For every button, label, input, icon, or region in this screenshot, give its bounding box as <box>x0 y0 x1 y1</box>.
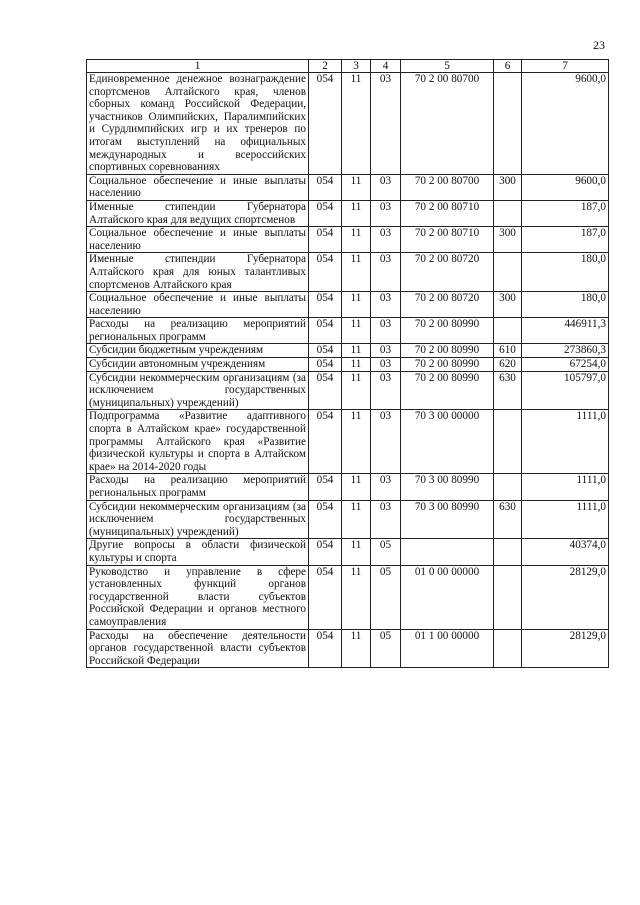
target-article-cell <box>401 539 494 565</box>
table-row <box>87 565 609 629</box>
subsection-code-cell: 03 <box>371 73 401 175</box>
grbs-code-cell: 054 <box>309 253 342 292</box>
target-article-cell: 70 3 00 80990 <box>401 500 494 539</box>
grbs-code-cell: 054 <box>309 73 342 175</box>
section-code-cell: 11 <box>342 253 371 292</box>
subsection-code-cell: 03 <box>371 344 401 358</box>
section-code-cell: 11 <box>342 358 371 372</box>
subsection-code-cell: 03 <box>371 253 401 292</box>
subsection-code-cell: 03 <box>371 371 401 410</box>
subsection-code-cell: 03 <box>371 500 401 539</box>
amount-cell: 1111,0 <box>522 410 609 474</box>
table-row <box>87 318 609 344</box>
subsection-code-cell: 03 <box>371 200 401 226</box>
target-article-cell: 70 2 00 80990 <box>401 318 494 344</box>
section-code-cell: 11 <box>342 629 371 668</box>
target-article-cell: 70 2 00 80700 <box>401 174 494 200</box>
grbs-code-cell: 054 <box>309 227 342 253</box>
row-name-cell: Другие вопросы в области физической культуры и спорта <box>87 539 309 565</box>
grbs-code-cell: 054 <box>309 371 342 410</box>
section-code-cell: 11 <box>342 174 371 200</box>
section-code-cell: 11 <box>342 200 371 226</box>
amount-cell: 9600,0 <box>522 174 609 200</box>
column-header: 1 <box>87 60 309 73</box>
amount-cell: 9600,0 <box>522 73 609 175</box>
section-code-cell: 11 <box>342 344 371 358</box>
amount-cell: 67254,0 <box>522 358 609 372</box>
expense-type-cell: 610 <box>494 344 522 358</box>
amount-cell: 180,0 <box>522 292 609 318</box>
section-code-cell: 11 <box>342 565 371 629</box>
section-code-cell: 11 <box>342 227 371 253</box>
column-header: 3 <box>342 60 371 73</box>
grbs-code-cell: 054 <box>309 474 342 500</box>
grbs-code-cell: 054 <box>309 174 342 200</box>
section-code-cell: 11 <box>342 73 371 175</box>
expense-type-cell: 630 <box>494 371 522 410</box>
table-row <box>87 292 609 318</box>
row-name-cell: Субсидии бюджетным учреждениям <box>87 344 309 358</box>
target-article-cell: 70 2 00 80720 <box>401 292 494 318</box>
row-name-cell: Социальное обеспечение и иные выплаты населению <box>87 292 309 318</box>
expense-type-cell <box>494 539 522 565</box>
amount-cell: 105797,0 <box>522 371 609 410</box>
row-name-cell: Социальное обеспечение и иные выплаты населению <box>87 227 309 253</box>
section-code-cell: 11 <box>342 539 371 565</box>
grbs-code-cell: 054 <box>309 344 342 358</box>
target-article-cell: 70 2 00 80700 <box>401 73 494 175</box>
subsection-code-cell: 03 <box>371 474 401 500</box>
expense-type-cell <box>494 200 522 226</box>
row-name-cell: Субсидии автономным учреждениям <box>87 358 309 372</box>
table-row <box>87 227 609 253</box>
target-article-cell: 70 2 00 80990 <box>401 344 494 358</box>
grbs-code-cell: 054 <box>309 410 342 474</box>
section-code-cell: 11 <box>342 410 371 474</box>
grbs-code-cell: 054 <box>309 539 342 565</box>
expense-type-cell: 630 <box>494 500 522 539</box>
table-row <box>87 253 609 292</box>
grbs-code-cell: 054 <box>309 318 342 344</box>
section-code-cell: 11 <box>342 500 371 539</box>
section-code-cell: 11 <box>342 292 371 318</box>
subsection-code-cell: 03 <box>371 174 401 200</box>
amount-cell: 40374,0 <box>522 539 609 565</box>
table-row <box>87 539 609 565</box>
target-article-cell: 70 3 00 80990 <box>401 474 494 500</box>
expense-type-cell: 300 <box>494 292 522 318</box>
amount-cell: 180,0 <box>522 253 609 292</box>
row-name-cell: Руководство и управление в сфере установленных функций органов государственной власти субъектов Российской Федерации и органов местного самоуправления <box>87 565 309 629</box>
row-name-cell: Именные стипендии Губернатора Алтайского края для ведущих спортсменов <box>87 200 309 226</box>
expense-type-cell <box>494 318 522 344</box>
row-name-cell: Единовременное денежное вознаграждение спортсменов Алтайского края, членов сборных команд Российской Федерации, участников Олимпийских, Паралимпийских и Сурдлимпийских игр и их тренеров по итогам выступлений на официальных международных и всероссийских спортивных соревнованиях <box>87 73 309 175</box>
amount-cell: 187,0 <box>522 227 609 253</box>
budget-table <box>86 59 609 668</box>
column-header: 6 <box>494 60 522 73</box>
expense-type-cell <box>494 629 522 668</box>
target-article-cell: 70 3 00 00000 <box>401 410 494 474</box>
row-name-cell: Расходы на реализацию мероприятий региональных программ <box>87 318 309 344</box>
subsection-code-cell: 03 <box>371 358 401 372</box>
table-row <box>87 410 609 474</box>
page-number: 23 <box>593 38 605 52</box>
subsection-code-cell: 03 <box>371 292 401 318</box>
target-article-cell: 70 2 00 80990 <box>401 371 494 410</box>
row-name-cell: Социальное обеспечение и иные выплаты населению <box>87 174 309 200</box>
subsection-code-cell: 05 <box>371 629 401 668</box>
subsection-code-cell: 03 <box>371 227 401 253</box>
table-row <box>87 474 609 500</box>
subsection-code-cell: 05 <box>371 565 401 629</box>
section-code-cell: 11 <box>342 371 371 410</box>
amount-cell: 1111,0 <box>522 500 609 539</box>
row-name-cell: Подпрограмма «Развитие адаптивного спорта в Алтайском крае» государственной программы Алтайского края «Развитие физической культуры и спорта в Алтайском крае» на 2014-2020 годы <box>87 410 309 474</box>
target-article-cell: 70 2 00 80990 <box>401 358 494 372</box>
grbs-code-cell: 054 <box>309 358 342 372</box>
grbs-code-cell: 054 <box>309 292 342 318</box>
grbs-code-cell: 054 <box>309 500 342 539</box>
row-name-cell: Субсидии некоммерческим организациям (за исключением государственных (муниципальных) учреждений) <box>87 500 309 539</box>
expense-type-cell <box>494 253 522 292</box>
expense-type-cell <box>494 410 522 474</box>
amount-cell: 446911,3 <box>522 318 609 344</box>
expense-type-cell <box>494 474 522 500</box>
column-header: 4 <box>371 60 401 73</box>
table-row <box>87 500 609 539</box>
table-row <box>87 174 609 200</box>
table-header-row <box>87 60 609 73</box>
column-header: 2 <box>309 60 342 73</box>
amount-cell: 28129,0 <box>522 565 609 629</box>
subsection-code-cell: 03 <box>371 410 401 474</box>
amount-cell: 273860,3 <box>522 344 609 358</box>
table-row <box>87 73 609 175</box>
column-header: 5 <box>401 60 494 73</box>
expense-type-cell: 300 <box>494 174 522 200</box>
expense-type-cell <box>494 565 522 629</box>
grbs-code-cell: 054 <box>309 629 342 668</box>
target-article-cell: 01 0 00 00000 <box>401 565 494 629</box>
column-header: 7 <box>522 60 609 73</box>
amount-cell: 187,0 <box>522 200 609 226</box>
table-row <box>87 371 609 410</box>
amount-cell: 1111,0 <box>522 474 609 500</box>
row-name-cell: Расходы на обеспечение деятельности органов государственной власти субъектов Российской Федерации <box>87 629 309 668</box>
amount-cell: 28129,0 <box>522 629 609 668</box>
row-name-cell: Субсидии некоммерческим организациям (за исключением государственных (муниципальных) учреждений) <box>87 371 309 410</box>
grbs-code-cell: 054 <box>309 200 342 226</box>
section-code-cell: 11 <box>342 318 371 344</box>
table-row <box>87 200 609 226</box>
table-row <box>87 629 609 668</box>
table-row <box>87 358 609 372</box>
row-name-cell: Расходы на реализацию мероприятий региональных программ <box>87 474 309 500</box>
expense-type-cell: 300 <box>494 227 522 253</box>
row-name-cell: Именные стипендии Губернатора Алтайского края для юных талантливых спортсменов Алтайского края <box>87 253 309 292</box>
subsection-code-cell: 05 <box>371 539 401 565</box>
target-article-cell: 70 2 00 80710 <box>401 227 494 253</box>
expense-type-cell: 620 <box>494 358 522 372</box>
target-article-cell: 01 1 00 00000 <box>401 629 494 668</box>
section-code-cell: 11 <box>342 474 371 500</box>
table-row <box>87 344 609 358</box>
grbs-code-cell: 054 <box>309 565 342 629</box>
target-article-cell: 70 2 00 80710 <box>401 200 494 226</box>
expense-type-cell <box>494 73 522 175</box>
target-article-cell: 70 2 00 80720 <box>401 253 494 292</box>
subsection-code-cell: 03 <box>371 318 401 344</box>
